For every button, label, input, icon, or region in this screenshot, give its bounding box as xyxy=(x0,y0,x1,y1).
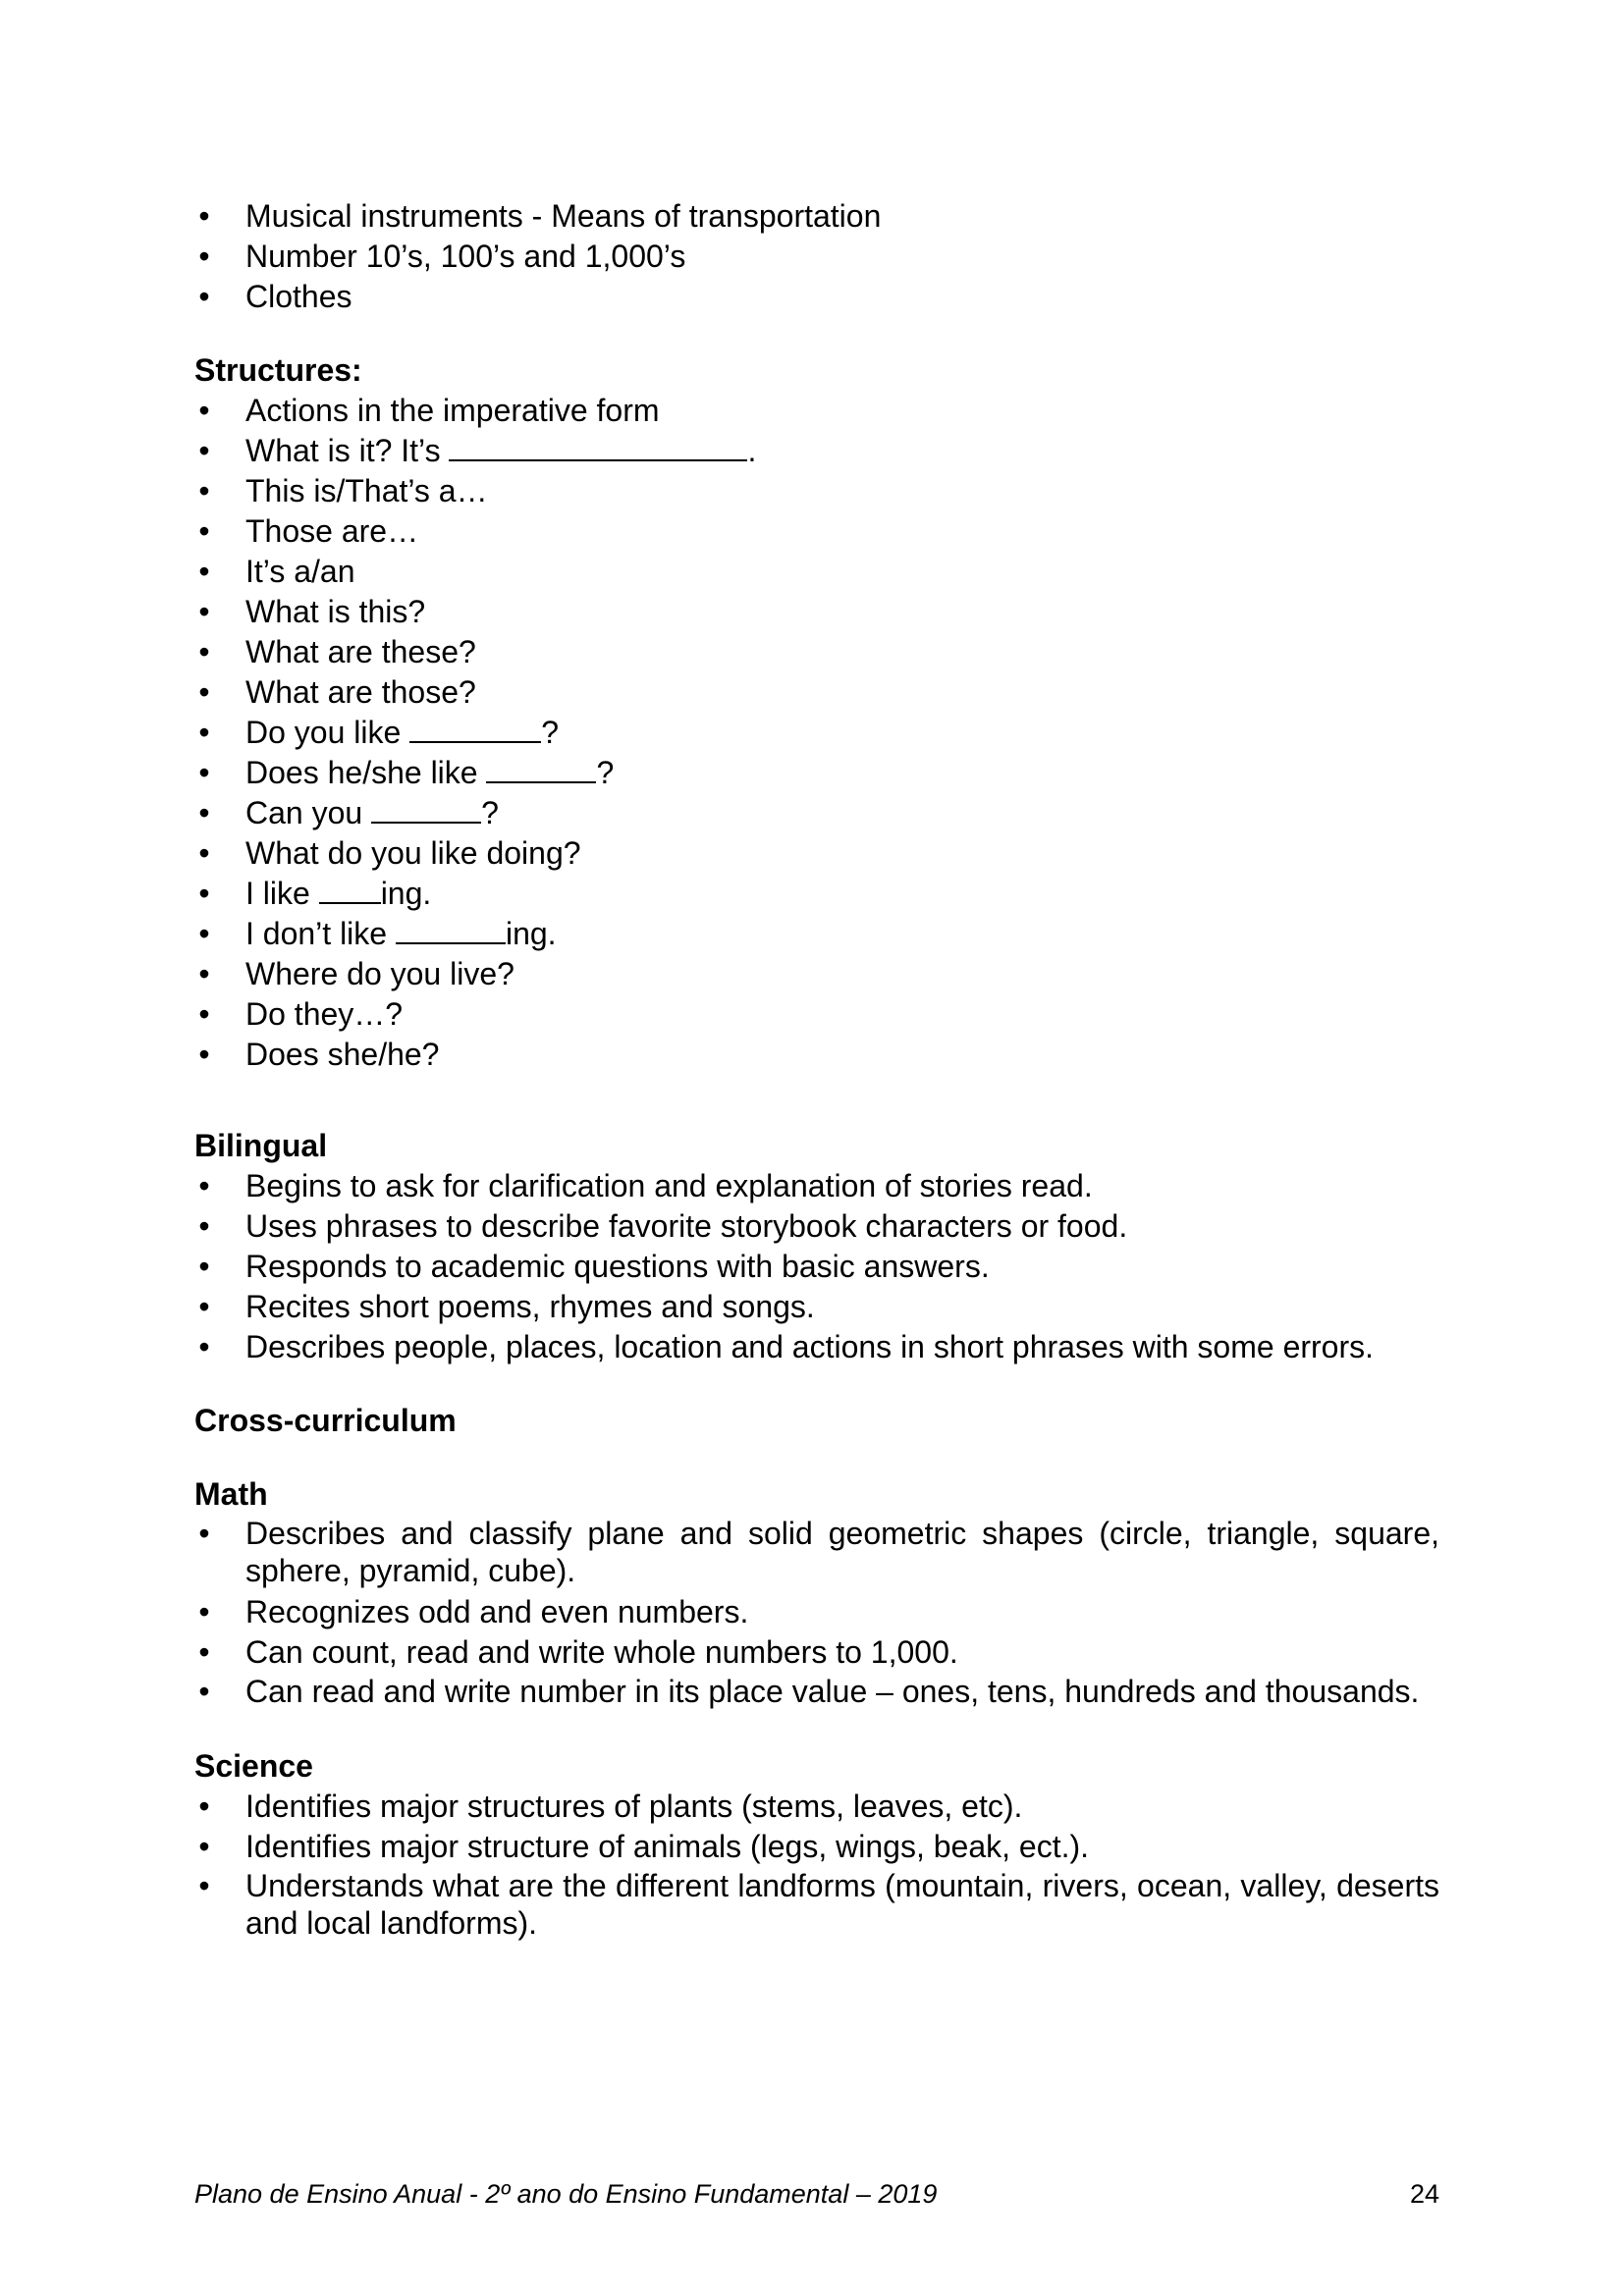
list-item xyxy=(194,1632,1439,1673)
structures-heading: Structures: xyxy=(194,352,362,388)
list-item xyxy=(194,914,1439,954)
bullet-icon: • xyxy=(198,956,210,991)
bullet-icon: • xyxy=(198,594,210,629)
list-item xyxy=(194,391,1439,431)
bullet-icon: • xyxy=(198,996,210,1032)
list-item-text: Actions in the imperative form xyxy=(245,393,660,428)
list-item xyxy=(194,1035,1439,1075)
list-item xyxy=(194,1673,1439,1710)
fill-in-blank xyxy=(396,917,506,944)
page-number: 24 xyxy=(1409,2179,1439,2209)
science-heading: Science xyxy=(194,1748,313,1784)
list-item-text: What are these? xyxy=(245,634,476,669)
math-heading: Math xyxy=(194,1476,268,1512)
bullet-icon: • xyxy=(198,513,210,549)
bullet-icon: • xyxy=(198,634,210,669)
bullet-icon: • xyxy=(198,1329,210,1364)
list-item xyxy=(194,1166,1439,1206)
bullet-icon: • xyxy=(198,198,210,234)
page-footer xyxy=(194,2179,1439,2210)
list-item-text: Does he/she like xyxy=(245,755,487,790)
intro-list xyxy=(194,196,1439,317)
bullet-icon: • xyxy=(198,755,210,790)
fill-in-blank xyxy=(449,434,747,461)
fill-in-blank xyxy=(371,796,481,824)
list-item-text: It’s a/an xyxy=(245,554,355,589)
bilingual-heading: Bilingual xyxy=(194,1128,328,1163)
list-item xyxy=(194,1827,1439,1867)
list-item xyxy=(194,632,1439,672)
list-item xyxy=(194,1287,1439,1327)
list-item xyxy=(194,431,1439,471)
list-item-suffix: ? xyxy=(596,755,615,790)
list-item-text: Do they…? xyxy=(245,996,404,1032)
list-item-text: Describes and classify plane and solid geometric shapes (circle, triangle, square, sphere, pyramid, cube). xyxy=(245,1516,1439,1588)
list-item-text: Does she/he? xyxy=(245,1037,440,1072)
cross-curriculum-heading: Cross-curriculum xyxy=(194,1403,457,1438)
list-item xyxy=(194,672,1439,713)
bullet-icon: • xyxy=(198,1516,210,1551)
fill-in-blank xyxy=(319,877,381,904)
list-item-text: Recognizes odd and even numbers. xyxy=(245,1594,749,1629)
list-item-text: Describes people, places, location and actions in short phrases with some errors. xyxy=(245,1329,1375,1364)
bullet-icon: • xyxy=(198,473,210,508)
math-list xyxy=(194,1515,1439,1710)
list-item-suffix: ing. xyxy=(380,876,432,911)
bullet-icon: • xyxy=(198,876,210,911)
page-content xyxy=(194,196,1439,1945)
list-item xyxy=(194,994,1439,1035)
list-item xyxy=(194,1247,1439,1287)
spacer xyxy=(194,317,1439,350)
bullet-icon: • xyxy=(198,1634,210,1670)
list-item xyxy=(194,592,1439,632)
structures-list xyxy=(194,391,1439,1075)
list-item xyxy=(194,1515,1439,1589)
bullet-icon: • xyxy=(198,433,210,468)
bullet-icon: • xyxy=(198,916,210,951)
list-item-text: Can read and write number in its place value – ones, tens, hundreds and thousands. xyxy=(245,1674,1420,1709)
list-item-text: Responds to academic questions with basic answers. xyxy=(245,1249,990,1284)
bullet-icon: • xyxy=(198,1289,210,1324)
list-item-text: Identifies major structures of plants (stems, leaves, etc). xyxy=(245,1789,1023,1824)
list-item xyxy=(194,833,1439,874)
science-list xyxy=(194,1787,1439,1942)
list-item xyxy=(194,793,1439,833)
list-item-text: Begins to ask for clarification and explanation of stories read. xyxy=(245,1168,1093,1203)
list-item-text: Musical instruments - Means of transportation xyxy=(245,198,882,234)
bullet-icon: • xyxy=(198,1168,210,1203)
list-item-text: Uses phrases to describe favorite storybook characters or food. xyxy=(245,1208,1128,1244)
list-item-text: Can count, read and write whole numbers to 1,000. xyxy=(245,1634,958,1670)
bullet-icon: • xyxy=(198,393,210,428)
list-item-suffix: ing. xyxy=(505,916,557,951)
bullet-icon: • xyxy=(198,1789,210,1824)
list-item-text: I like xyxy=(245,876,319,911)
list-item xyxy=(194,1592,1439,1632)
list-item-text: What is it? It’s xyxy=(245,433,450,468)
list-item xyxy=(194,277,1439,317)
list-item-text: Number 10’s, 100’s and 1,000’s xyxy=(245,239,686,274)
list-item-text: Recites short poems, rhymes and songs. xyxy=(245,1289,815,1324)
bullet-icon: • xyxy=(198,239,210,274)
bilingual-list xyxy=(194,1166,1439,1367)
bullet-icon: • xyxy=(198,1868,210,1903)
bullet-icon: • xyxy=(198,279,210,314)
list-item-text: Those are… xyxy=(245,513,419,549)
list-item-text: Where do you live? xyxy=(245,956,514,991)
list-item xyxy=(194,713,1439,753)
list-item xyxy=(194,1787,1439,1827)
list-item-suffix: ? xyxy=(541,715,559,750)
bullet-icon: • xyxy=(198,1829,210,1864)
spacer xyxy=(194,1713,1439,1746)
list-item xyxy=(194,511,1439,552)
list-item xyxy=(194,196,1439,237)
list-item xyxy=(194,753,1439,793)
list-item xyxy=(194,1206,1439,1247)
spacer xyxy=(194,1441,1439,1474)
list-item-text: Identifies major structure of animals (legs, wings, beak, ect.). xyxy=(245,1829,1090,1864)
bullet-icon: • xyxy=(198,1037,210,1072)
list-item xyxy=(194,1327,1439,1367)
spacer xyxy=(194,1367,1439,1401)
list-item xyxy=(194,471,1439,511)
fill-in-blank xyxy=(409,716,541,743)
list-item-text: Understands what are the different landforms (mountain, rivers, ocean, valley, deserts and local landforms). xyxy=(245,1868,1439,1941)
bullet-icon: • xyxy=(198,715,210,750)
list-item-text: What are those? xyxy=(245,674,476,710)
footer-title: Plano de Ensino Anual - 2º ano do Ensino Fundamental – 2019 xyxy=(194,2179,938,2209)
bullet-icon: • xyxy=(198,795,210,830)
fill-in-blank xyxy=(486,756,596,783)
bullet-icon: • xyxy=(198,674,210,710)
list-item xyxy=(194,237,1439,277)
spacer xyxy=(194,1075,1439,1126)
list-item-text: I don’t like xyxy=(245,916,396,951)
bullet-icon: • xyxy=(198,835,210,871)
list-item xyxy=(194,1867,1439,1942)
bullet-icon: • xyxy=(198,554,210,589)
list-item xyxy=(194,552,1439,592)
list-item-text: Can you xyxy=(245,795,372,830)
list-item-suffix: ? xyxy=(481,795,499,830)
bullet-icon: • xyxy=(198,1249,210,1284)
list-item xyxy=(194,954,1439,994)
list-item-suffix: . xyxy=(747,433,757,468)
list-item-text: This is/That’s a… xyxy=(245,473,488,508)
list-item-text: Clothes xyxy=(245,279,352,314)
list-item xyxy=(194,874,1439,914)
bullet-icon: • xyxy=(198,1208,210,1244)
list-item-text: What do you like doing? xyxy=(245,835,581,871)
list-item-text: What is this? xyxy=(245,594,426,629)
bullet-icon: • xyxy=(198,1674,210,1709)
bullet-icon: • xyxy=(198,1594,210,1629)
list-item-text: Do you like xyxy=(245,715,410,750)
